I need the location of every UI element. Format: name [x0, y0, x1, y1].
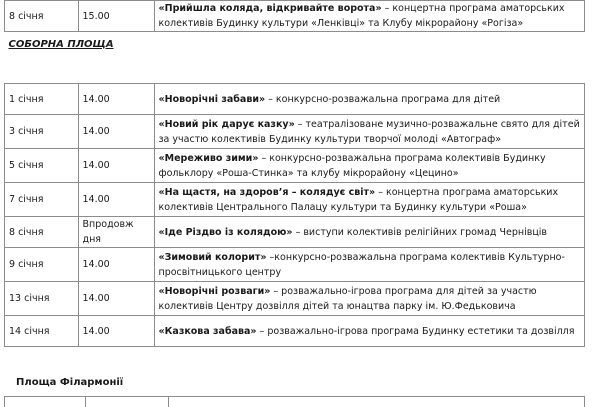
date-cell: 7 січня	[5, 183, 79, 217]
event-title: «На щастя, на здоров’я – колядує світ»	[158, 186, 376, 198]
table-row	[5, 248, 585, 282]
section-title: СОБОРНА ПЛОЩА	[5, 32, 585, 84]
table-row	[5, 149, 585, 183]
time-cell: 14.00	[78, 282, 154, 316]
event-cell	[154, 217, 585, 248]
date-cell: 13 січня	[5, 282, 79, 316]
table-row	[5, 1, 585, 32]
event-title: «Прийшла коляда, відкривайте ворота»	[158, 3, 382, 14]
event-cell	[154, 282, 585, 316]
date-cell: 8 січня	[5, 217, 79, 248]
event-title: «Новорічні розваги»	[158, 285, 271, 297]
event-cell	[154, 1, 585, 32]
footer-section-title: Площа Філармонії	[16, 377, 124, 388]
table-row	[5, 316, 585, 347]
event-description: – розважально-ігрова програма Будинку естетики та дозвілля	[256, 325, 575, 337]
table-row	[5, 115, 585, 149]
event-description: –конкурсно-розважальна програма колективів Культурно-просвітницького центру	[158, 251, 565, 278]
schedule-table	[4, 0, 585, 347]
event-cell	[154, 149, 585, 183]
date-cell: 3 січня	[5, 115, 79, 149]
time-cell: 14.00	[78, 115, 154, 149]
time-cell: 14.00	[78, 183, 154, 217]
date-cell: 5 січня	[5, 149, 79, 183]
date-cell: 8 січня	[5, 1, 79, 32]
event-title: «Казкова забава»	[158, 325, 257, 337]
time-cell: Впродовж дня	[78, 217, 154, 248]
event-cell	[154, 183, 585, 217]
event-description: – конкурсно-розважальна програма колективів Будинку фольклору «Роша-Стинка» та клубу мікрорайону «Цецино»	[158, 152, 546, 179]
section-header-row	[5, 32, 585, 84]
event-cell	[154, 84, 585, 115]
table-row	[5, 282, 585, 316]
date-cell: 9 січня	[5, 248, 79, 282]
event-cell	[154, 316, 585, 347]
event-cell	[154, 115, 585, 149]
event-description: – театралізоване музично-розважальне свято для дітей за участю колективів Будинку культури творчої молоді «Автограф»	[158, 118, 580, 145]
time-cell: 14.00	[78, 149, 154, 183]
table-row	[5, 183, 585, 217]
next-table-stub	[4, 396, 585, 407]
event-description: – розважально-ігрова програма для дітей за участю колективів Центру дозвілля дітей та юнацтва парку ім. Ю.Федьковича	[158, 285, 537, 312]
event-description: – конкурсно-розважальна програма для дітей	[265, 93, 501, 105]
time-cell: 14.00	[78, 316, 154, 347]
time-cell: 14.00	[78, 84, 154, 115]
event-title: «Мереживо зими»	[158, 152, 259, 164]
event-description: – виступи колективів релігійних громад Чернівців	[292, 226, 548, 238]
table-row	[5, 217, 585, 248]
event-title: «Іде Різдво із колядою»	[158, 226, 293, 238]
table-row	[5, 84, 585, 115]
time-cell: 14.00	[78, 248, 154, 282]
date-cell: 14 січня	[5, 316, 79, 347]
event-title: «Новорічні забави»	[158, 93, 266, 105]
date-cell: 1 січня	[5, 84, 79, 115]
event-title: «Зимовий колорит»	[158, 251, 267, 263]
event-description: – концертна програма аматорських колективів Центрального Палацу культури та Будинку культури «Роша»	[158, 186, 559, 213]
event-title: «Новий рік дарує казку»	[158, 118, 295, 130]
event-description: – концертна програма аматорських колективів Будинку культури «Ленківці» та Клубу мікрорайону «Рогіза»	[158, 3, 565, 29]
time-cell: 15.00	[78, 1, 154, 32]
event-cell	[154, 248, 585, 282]
